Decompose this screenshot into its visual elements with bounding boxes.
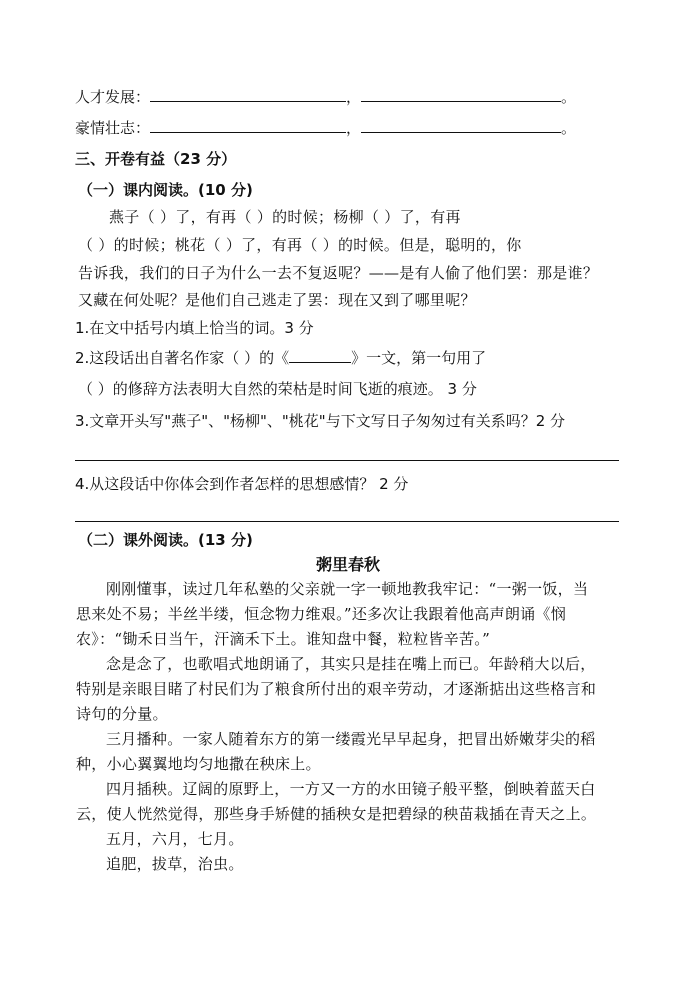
answer-blank[interactable] [150, 87, 346, 102]
answer-blank[interactable] [361, 118, 561, 133]
passage-line: 告诉我，我们的日子为什么一去不复返呢？——是有人偷了他们罢：那是谁？ [78, 264, 599, 282]
answer-blank[interactable] [361, 87, 561, 102]
part2-heading: （二）课外阅读。(13 分) [78, 531, 253, 549]
article-line: 刚刚懂事，读过几年私塾的父亲就一字一顿地教我牢记：“一粥一饭，当 [106, 580, 589, 598]
question-1: 1.在文中括号内填上恰当的词。3 分 [75, 319, 314, 337]
fill-line-label: 人才发展： [75, 88, 151, 106]
part1-heading: （一）课内阅读。(10 分) [78, 181, 253, 199]
question-3: 3.文章开头写"燕子"、"杨柳"、"桃花"与下文写日子匆匆过有关系吗？2 分 [75, 412, 566, 430]
article-line: 四月插秧。辽阔的原野上，一方又一方的水田镜子般平整，倒映着蓝天白 [106, 780, 596, 798]
article-line: 三月播种。一家人随着东方的第一缕霞光早早起身，把冒出娇嫩芽尖的稻 [106, 730, 596, 748]
article-line: 五月，六月，七月。 [106, 830, 244, 848]
question-2: 2.这段话出自著名作家（ ）的《 》一文，第一句用了 [75, 349, 487, 367]
section-heading: 三、开卷有益（23 分） [75, 150, 237, 168]
question-4: 4.从这段话中你体会到作者怎样的思想感情？ 2 分 [75, 475, 409, 493]
article-line: 念是念了，也歌唱式地朗诵了，其实只是挂在嘴上而已。年龄稍大以后， [106, 655, 596, 673]
article-line: 思来处不易；半丝半缕，恒念物力维艰。”还多次让我跟着他高声朗诵《悯 [76, 605, 567, 623]
article-line: 特别是亲眼目睹了村民们为了粮食所付出的艰辛劳动，才逐渐掂出这些格言和 [76, 680, 597, 698]
answer-blank[interactable] [150, 118, 346, 133]
fill-line-ambition: 豪情壮志： ， 。 [75, 119, 577, 137]
article-title: 粥里春秋 [315, 555, 380, 574]
fill-line-talent: 人才发展： ， 。 [75, 88, 577, 106]
question-2-continued: （ ）的修辞方法表明大自然的荣枯是时间飞逝的痕迹。 3 分 [78, 380, 477, 398]
passage-line: 燕子（ ）了，有再（ ）的时候；杨柳（ ）了，有再 [109, 208, 461, 226]
article-line: 云，使人恍然觉得，那些身手矫健的插秧女是把碧绿的秧苗栽插在青天之上。 [76, 805, 597, 823]
answer-blank[interactable] [289, 348, 351, 363]
passage-line: （ ）的时候；桃花（ ）了，有再（ ）的时候。但是，聪明的，你 [78, 236, 522, 254]
answer-line[interactable] [75, 521, 619, 522]
article-line: 种，小心翼翼地均匀地撒在秧床上。 [76, 755, 321, 773]
fill-line-label: 豪情壮志： [75, 119, 151, 137]
article-line: 追肥，拔草，治虫。 [106, 855, 244, 873]
answer-line[interactable] [75, 460, 619, 461]
passage-line: 又藏在何处呢？是他们自己逃走了罢：现在又到了哪里呢？ [78, 291, 476, 309]
article-line: 农》：“锄禾日当午，汗滴禾下土。谁知盘中餐，粒粒皆辛苦。” [76, 630, 491, 648]
article-line: 诗句的分量。 [76, 705, 168, 723]
